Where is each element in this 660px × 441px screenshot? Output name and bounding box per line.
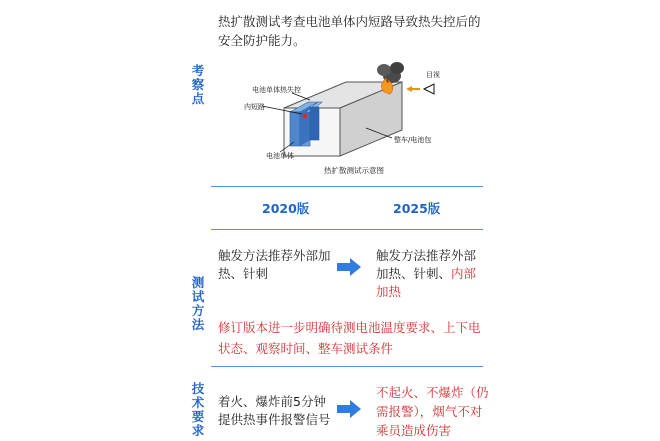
- section-label-test-method: 测试方法: [191, 275, 205, 332]
- test-method-2025-text: 触发方法推荐外部加热、针刺、: [376, 248, 477, 281]
- divider-top: [211, 186, 483, 187]
- thermal-diffusion-diagram: [218, 60, 496, 180]
- diagram-svg: [218, 60, 496, 180]
- divider-bottom: [211, 366, 483, 367]
- tech-req-2025: 不起火、不爆炸（仍需报警），烟气不对乘员造成伤害: [376, 385, 489, 438]
- test-method-2025: [376, 247, 488, 301]
- test-method-2020: 触发方法推荐外部加热、针刺: [218, 248, 331, 281]
- label-battery-cell: 电池单体: [266, 152, 294, 160]
- version-2020-header: 2020版: [262, 201, 310, 216]
- short-circuit-dot: [303, 114, 308, 119]
- left-margin: [0, 0, 161, 441]
- arrow-right-icon: [337, 258, 361, 276]
- label-vehicle-pack: 整车/电池包: [394, 136, 432, 144]
- eye-observer-icon: [406, 84, 434, 94]
- diagram-caption: 热扩散测试示意图: [324, 166, 384, 175]
- version-2025-header: 2025版: [393, 201, 441, 216]
- divider-versions: [211, 229, 483, 230]
- arrow-right-icon: [337, 400, 361, 418]
- label-eye: 目视: [426, 71, 440, 79]
- label-internal-short: 内短路: [244, 103, 265, 111]
- revision-note: 修订版本进一步明确待测电池温度要求、上下电状态、观察时间、整车测试条件: [218, 320, 481, 356]
- right-margin: [499, 0, 660, 441]
- section-label-tech-req: 技术要求: [191, 381, 205, 438]
- label-cell-thermal-runaway: 电池单体热失控: [252, 86, 301, 94]
- section-label-exam-point: 考察点: [191, 63, 205, 106]
- test-method-2025-highlight: 内部加热: [376, 266, 477, 299]
- tech-req-2020: 着火、爆炸前5分钟提供热事件报警信号: [218, 394, 331, 427]
- intro-text: 热扩散测试考查电池单体内短路导致热失控后的安全防护能力。: [218, 14, 481, 48]
